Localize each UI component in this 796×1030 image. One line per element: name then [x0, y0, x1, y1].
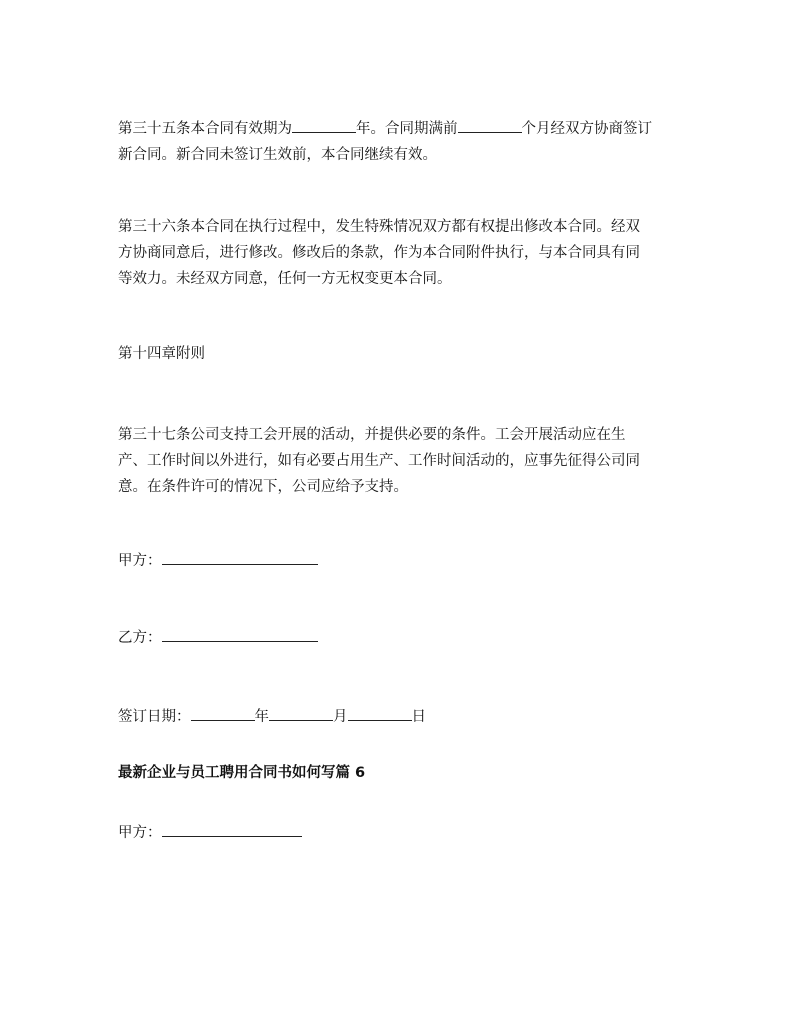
- party-b-signature: [118, 625, 686, 651]
- article-37-line-3: 意。在条件许可的情况下，公司应给予支持。: [118, 479, 408, 495]
- article-36: [118, 214, 686, 292]
- article-35-line-2: 新合同。新合同未签订生效前，本合同继续有效。: [118, 147, 437, 163]
- sign-month-blank: [269, 706, 333, 721]
- article-36-line-3: 等效力。未经双方同意，任何一方无权变更本合同。: [118, 271, 452, 287]
- months-before-blank: [458, 118, 522, 133]
- section-title: 最新企业与员工聘用合同书如何写篇 6: [118, 765, 366, 781]
- sign-year-label: 年: [254, 709, 269, 725]
- article-37-line-1: 第三十七条公司支持工会开展的活动，并提供必要的条件。工会开展活动应在生: [118, 427, 626, 443]
- party-b-blank: [162, 627, 318, 642]
- sign-day-label: 日: [411, 709, 426, 725]
- article-37: [118, 422, 686, 500]
- sign-month-label: 月: [333, 709, 348, 725]
- article-36-line-1: 第三十六条本合同在执行过程中，发生特殊情况双方都有权提出修改本合同。经双: [118, 219, 640, 235]
- article-35: [118, 116, 686, 168]
- party-b-label: 乙方：: [118, 630, 162, 646]
- article-37-line-2: 产、工作时间以外进行，如有必要占用生产、工作时间活动的，应事先征得公司同: [118, 453, 640, 469]
- sign-date-label: 签订日期：: [118, 709, 191, 725]
- article-35-text-b: 年。合同期满前: [356, 121, 458, 137]
- party-a-label: 甲方：: [118, 553, 162, 569]
- sign-year-blank: [191, 706, 255, 721]
- party-a2-blank: [162, 822, 302, 837]
- article-35-line-1: [118, 116, 686, 142]
- article-36-line-2: 方协商同意后，进行修改。修改后的条款，作为本合同附件执行，与本合同具有同: [118, 245, 640, 261]
- party-a-blank: [162, 550, 318, 565]
- party-a-signature: [118, 548, 686, 574]
- term-years-blank: [292, 118, 356, 133]
- chapter-14-heading: 第十四章附则: [118, 346, 205, 362]
- sign-date: [118, 704, 686, 730]
- sign-day-blank: [348, 706, 412, 721]
- party-a2-signature: [118, 820, 686, 846]
- article-35-text-c: 个月经双方协商签订: [521, 121, 652, 137]
- article-35-text-a: 第三十五条本合同有效期为: [118, 121, 292, 137]
- party-a2-label: 甲方：: [118, 825, 162, 841]
